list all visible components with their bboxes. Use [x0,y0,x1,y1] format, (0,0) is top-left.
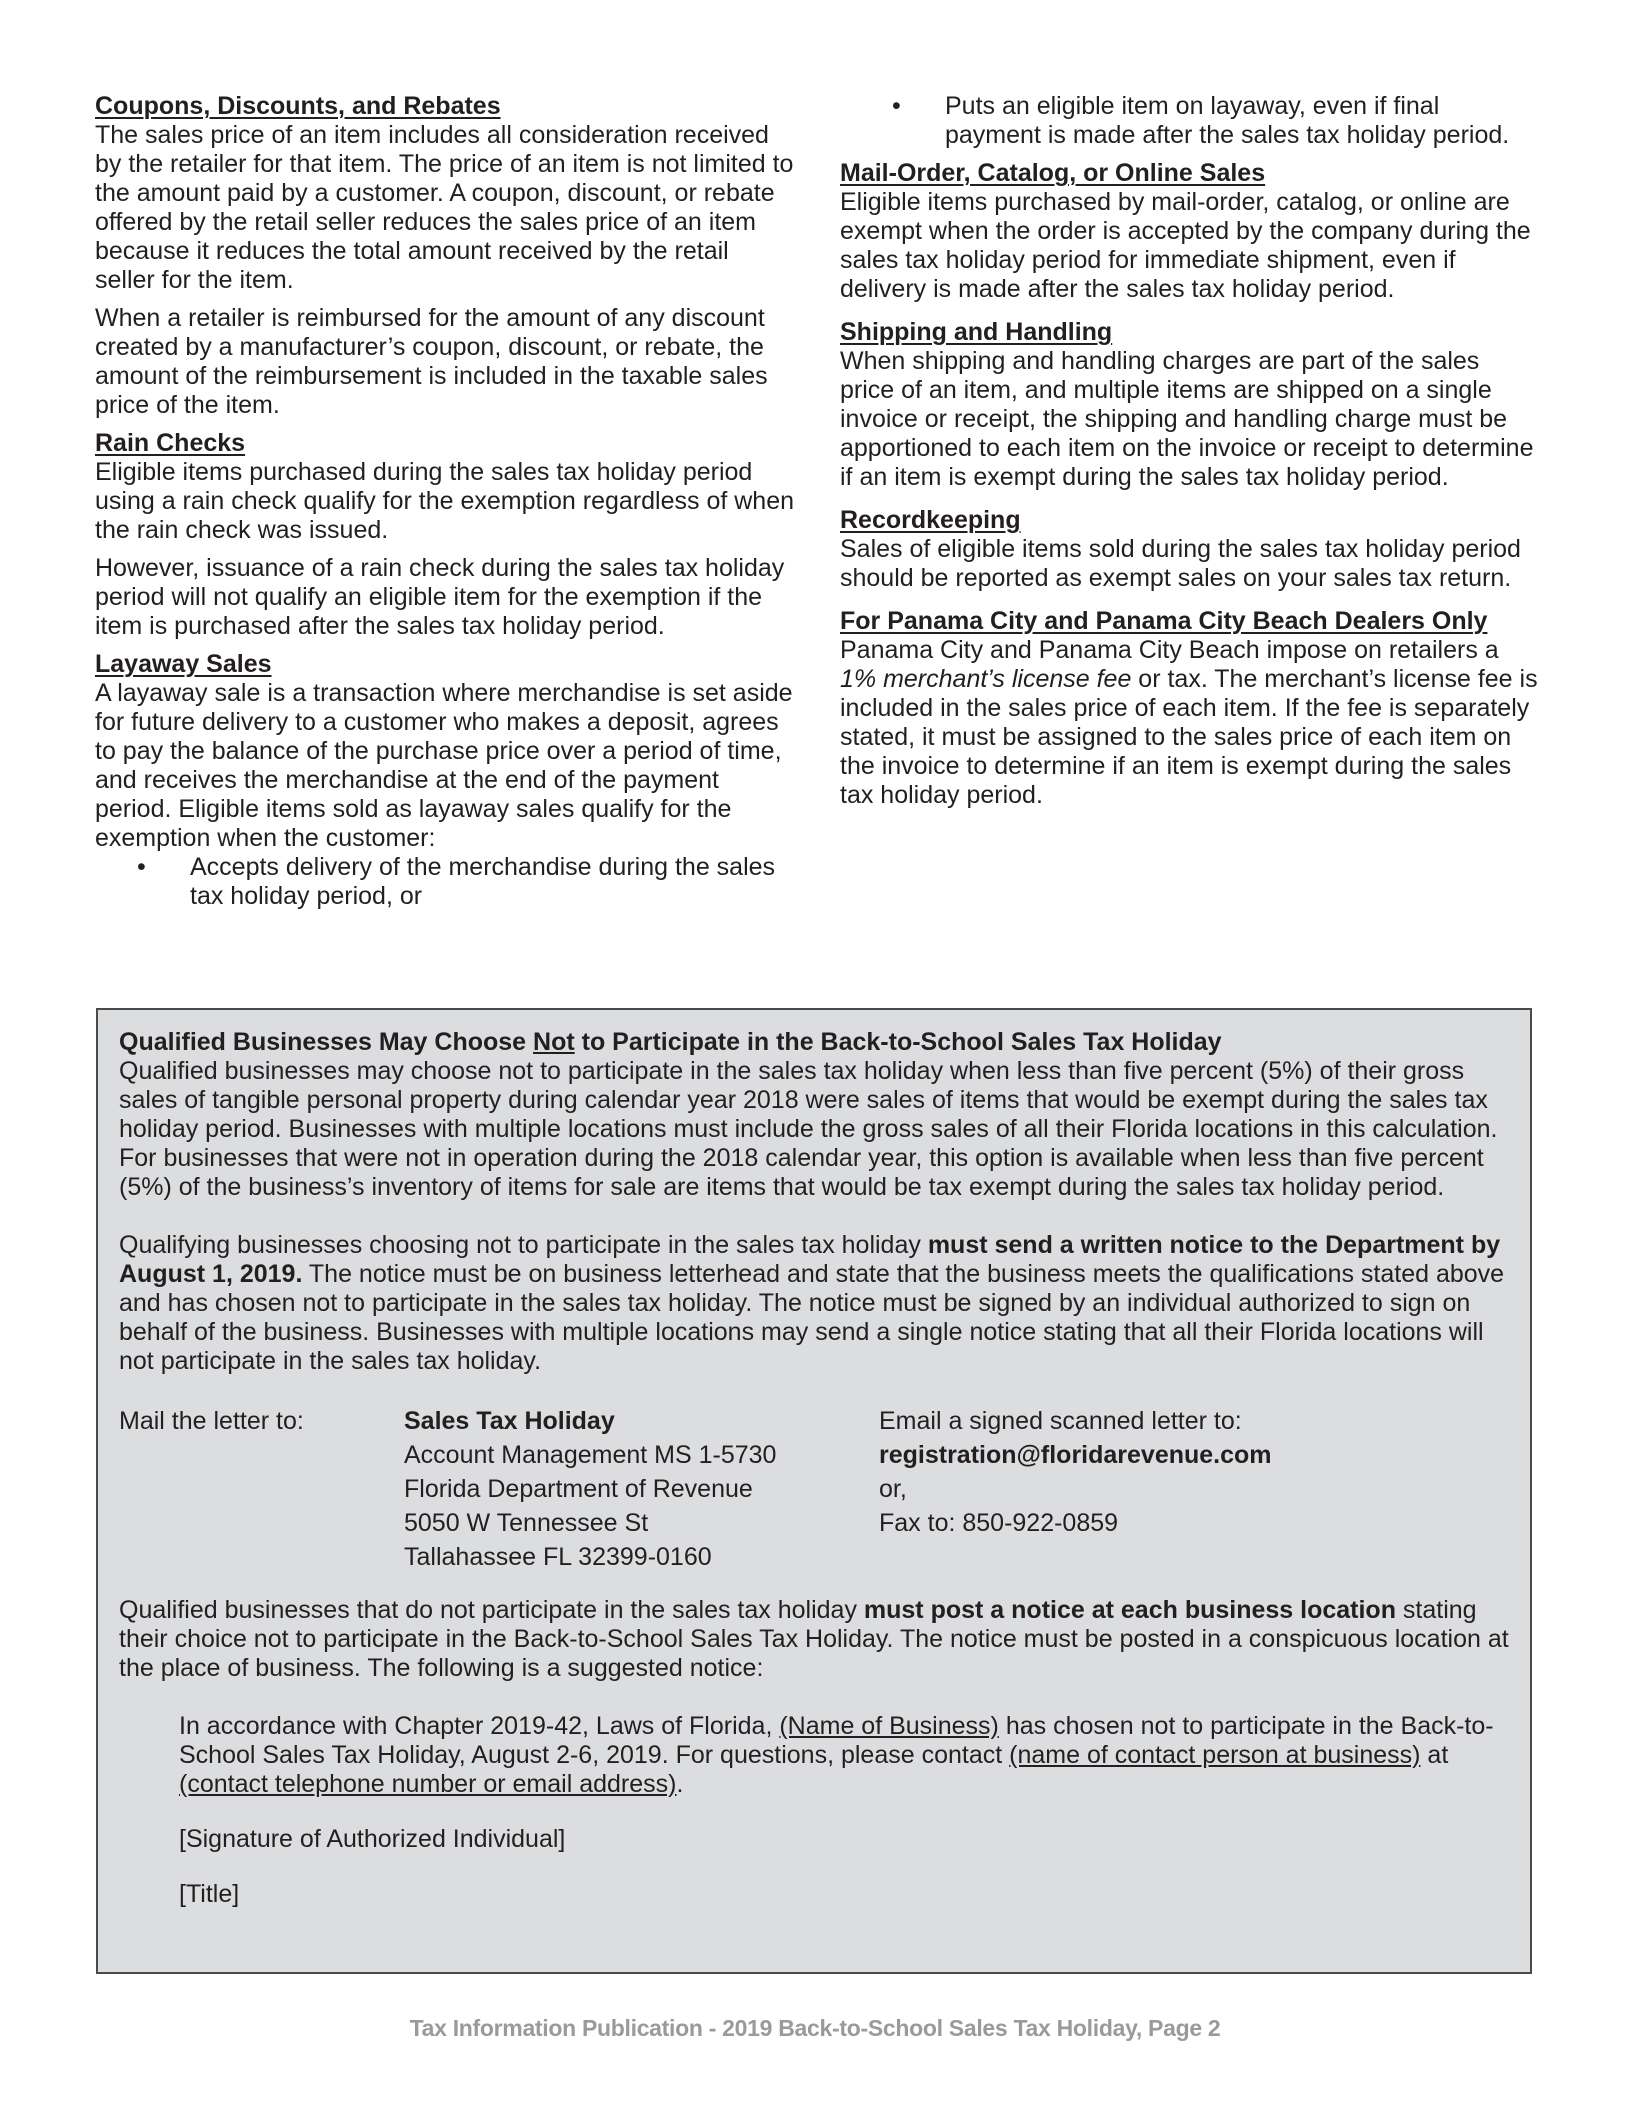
address-line: Tallahassee FL 32399-0160 [404,1543,712,1571]
paragraph: Sales of eligible items sold during the sales tax holiday period should be reported as exempt sales on your sales tax return. [840,535,1521,592]
address-title: Sales Tax Holiday [404,1407,615,1435]
section-heading: Rain Checks [95,429,246,457]
section-panama-city [840,607,1540,810]
section-heading: Shipping and Handling [840,318,1113,346]
box-title [119,1028,1519,1057]
list-item [840,92,1540,150]
italic-text: 1% merchant’s license fee [840,665,1132,693]
email-link[interactable]: registration@floridarevenue.com [879,1441,1272,1469]
bold-text: must post a notice at each business location [863,1596,1396,1624]
paragraph [119,1231,1519,1376]
box-content [119,1028,1519,1909]
text: has chosen not to participate in the Back-to-School Sales Tax Holiday, August 2-6, 2019. For questions, please contact [179,1712,1494,1769]
section-recordkeeping [840,506,1540,593]
bullet-icon: • [892,92,901,120]
signature-line: [Signature of Authorized Individual] [179,1825,566,1853]
section-coupons [95,92,795,420]
title-line: [Title] [179,1880,240,1908]
text: Qualified Businesses May Choose [119,1028,534,1056]
section-layaway [95,650,795,911]
paragraph: Eligible items purchased during the sales tax holiday period using a rain check qualify for the exemption regardless of when the rain check was issued. [95,458,794,544]
list-item-text: Puts an eligible item on layaway, even if final payment is made after the sales tax holiday period. [945,92,1510,149]
section-rain-checks [95,429,795,641]
text: to Participate in the Back-to-School Sales Tax Holiday [574,1028,1222,1056]
email-label: Email a signed scanned letter to: [879,1407,1242,1435]
text: In accordance with Chapter 2019-42, Laws of Florida, [179,1712,780,1740]
section-heading: Mail-Order, Catalog, or Online Sales [840,159,1266,187]
section-mail-order [840,159,1540,304]
mail-label: Mail the letter to: [119,1407,304,1435]
text: at [1420,1741,1449,1769]
placeholder-business-name: (Name of Business) [779,1712,999,1740]
text: stating their choice not to participate in the Back-to-School Sales Tax Holiday. The notice must be posted in a conspicuous location at the place of business. The following is a suggested notice: [119,1596,1509,1682]
text: The notice must be on business letterhead and state that the business meets the qualifications stated above and has chosen not to participate in the sales tax holiday. The notice must be signed by an individual authorized to sign on behalf of the business. Businesses with multiple locations may send a single notice stating that all their Florida locations will not participate in the sales tax holiday. [119,1260,1505,1375]
section-layaway-continued [840,92,1540,150]
paragraph: Qualified businesses may choose not to participate in the sales tax holiday when less than five percent (5%) of their gross sales of tangible personal property during calendar year 2018 were sales of items that would be exempt during the sales tax holiday period. Businesses with multiple locations must include the gross sales of all their Florida locations in this calculation. For businesses that were not in operation during the 2018 calendar year, this option is available when less than five percent (5%) of the business’s inventory of items for sale are items that would be tax exempt during the sales tax holiday period. [119,1057,1498,1201]
list-item-text: Accepts delivery of the merchandise during the sales tax holiday period, or [190,853,776,910]
text: . [676,1770,684,1798]
paragraph: Eligible items purchased by mail-order, catalog, or online are exempt when the order is accepted by the company during the sales tax holiday period for immediate shipment, even if delivery is made after the sales tax holiday period. [840,188,1531,303]
text: or tax. The merchant’s license fee is included in the sales price of each item. If the fee is separately stated, it must be assigned to the sales price of each item on the invoice to determine if an item is exempt during the sales tax holiday period. [840,665,1538,809]
notice-text [179,1712,1519,1799]
right-column [840,92,1540,819]
placeholder-contact-person: (name of contact person at business) [1009,1741,1421,1769]
address-line: Florida Department of Revenue [404,1475,753,1503]
bold-text: must send a written notice to the Department by August 1, 2019. [119,1231,1501,1288]
or-text: or, [879,1475,907,1503]
section-shipping [840,318,1540,492]
emphasis-not: Not [533,1028,575,1056]
section-heading: Coupons, Discounts, and Rebates [95,92,501,120]
list-item [95,853,795,911]
paragraph: A layaway sale is a transaction where merchandise is set aside for future delivery to a customer who makes a deposit, agrees to pay the balance of the purchase price over a period of time, and receives the merchandise at the end of the payment period. Eligible items sold as layaway sales qualify for the exemption when the customer: [95,679,793,852]
text: Panama City and Panama City Beach impose on retailers a [840,636,1499,664]
paragraph: When a retailer is reimbursed for the amount of any discount created by a manufacturer’s coupon, discount, or rebate, the amount of the reimbursement is included in the taxable sales price of the item. [95,304,768,419]
section-heading: For Panama City and Panama City Beach Dealers Only [840,607,1488,635]
fax-number: Fax to: 850-922-0859 [879,1509,1119,1537]
suggested-notice [119,1712,1519,1909]
paragraph [119,1596,1519,1683]
paragraph [840,636,1540,810]
paragraph: The sales price of an item includes all consideration received by the retailer for that item. The price of an item is not limited to the amount paid by a customer. A coupon, discount, or rebate offered by the retail seller reduces the sales price of an item because it reduces the total amount received by the retail seller for the item. [95,121,794,294]
bullet-icon: • [137,853,146,881]
section-heading: Recordkeeping [840,506,1021,534]
text: Qualified businesses that do not participate in the sales tax holiday [119,1596,864,1624]
mailing-address [404,1404,776,1574]
section-heading: Layaway Sales [95,650,272,678]
opt-out-notice-box [96,1008,1532,1974]
paragraph: When shipping and handling charges are part of the sales price of an item, and multiple items are shipped on a single invoice or receipt, the shipping and handling charge must be apportioned to each item on the invoice or receipt to determine if an item is exempt during the sales tax holiday period. [840,347,1534,491]
page-footer: Tax Information Publication - 2019 Back-to-School Sales Tax Holiday, Page 2 [409,2015,1221,2041]
placeholder-contact-info: (contact telephone number or email address) [179,1770,677,1798]
email-fax-info [879,1404,1272,1540]
left-column [95,92,795,920]
mail-instructions [119,1404,1519,1574]
address-line: 5050 W Tennessee St [404,1509,649,1537]
paragraph: However, issuance of a rain check during the sales tax holiday period will not qualify an eligible item for the exemption if the item is purchased after the sales tax holiday period. [95,554,785,640]
text: Qualifying businesses choosing not to participate in the sales tax holiday [119,1231,928,1259]
address-line: Account Management MS 1-5730 [404,1441,777,1469]
